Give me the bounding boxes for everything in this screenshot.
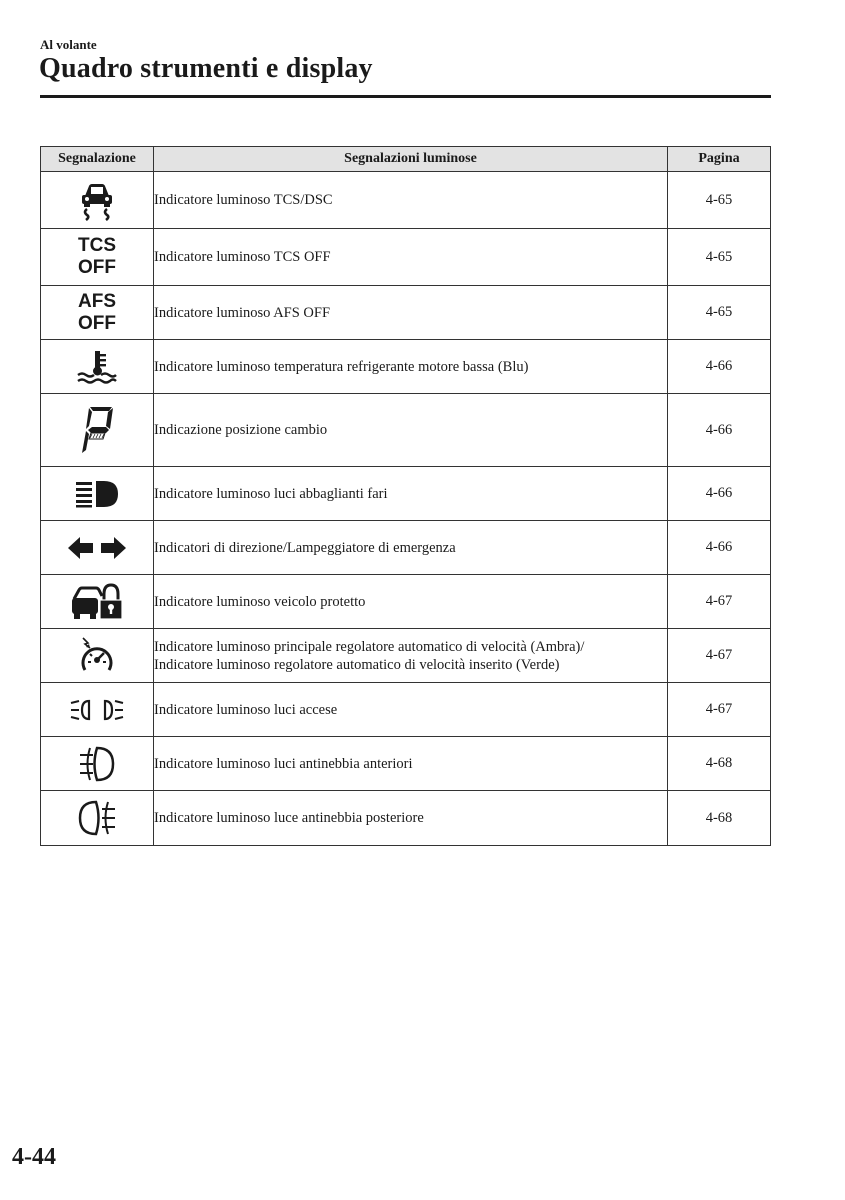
page-ref: 4-67: [668, 683, 771, 737]
gear-position-segment-icon: [79, 405, 115, 455]
column-header-description: Segnalazioni luminose: [154, 147, 668, 172]
page-ref: 4-66: [668, 467, 771, 521]
table-row: [41, 340, 771, 394]
signal-description: Indicatore luminoso regolatore automatico di velocità inserito (Verde): [154, 656, 560, 673]
table-row: [41, 467, 771, 521]
table-row: [41, 229, 771, 286]
warning-lights-table: [40, 146, 771, 846]
page-ref: 4-66: [668, 394, 771, 467]
table-row: [41, 286, 771, 340]
page-ref: 4-65: [668, 229, 771, 286]
page-ref: 4-68: [668, 737, 771, 791]
signal-description: Indicatore luminoso luci accese: [154, 701, 338, 718]
page-ref: 4-66: [668, 521, 771, 575]
coolant-temperature-icon: [76, 349, 118, 385]
table-row: [41, 394, 771, 467]
table-row: [41, 629, 771, 683]
signal-description: Indicatori di direzione/Lampeggiatore di emergenza: [154, 539, 456, 556]
signal-description: Indicatore luminoso luce antinebbia posteriore: [154, 810, 424, 826]
signal-description: Indicatore luminoso veicolo protetto: [154, 593, 366, 610]
front-fog-light-icon: [77, 744, 117, 784]
table-header-row: [41, 147, 771, 172]
table-row: [41, 575, 771, 629]
page-ref: 4-65: [668, 286, 771, 340]
page-number: 4-44: [12, 1144, 56, 1170]
signal-description: Indicatore luminoso luci abbaglianti fari: [154, 485, 388, 502]
lights-on-icon: [69, 698, 125, 722]
tcs-dsc-skid-car-icon: [77, 179, 117, 221]
table-row: [41, 521, 771, 575]
afs-off-icon: AFS OFF: [78, 290, 116, 334]
signal-description: Indicatore luminoso AFS OFF: [154, 304, 331, 321]
signal-description: Indicatore luminoso temperatura refrigerante motore bassa (Blu): [154, 358, 529, 375]
title-rule: [40, 95, 771, 98]
page-ref: 4-67: [668, 629, 771, 683]
high-beam-icon: [74, 480, 120, 508]
page-ref: 4-67: [668, 575, 771, 629]
signal-description: Indicatore luminoso TCS/DSC: [154, 192, 333, 208]
table-row: [41, 791, 771, 846]
signal-description: Indicatore luminoso luci antinebbia anteriori: [154, 755, 413, 772]
column-header-signal: Segnalazione: [41, 147, 154, 172]
table-row: [41, 683, 771, 737]
signal-description: Indicatore luminoso TCS OFF: [154, 249, 331, 265]
signal-description: Indicazione posizione cambio: [154, 422, 328, 438]
section-label: Al volante: [40, 37, 97, 52]
turn-signal-arrows-icon: [67, 536, 127, 560]
signal-description: Indicatore luminoso principale regolatore automatico di velocità (Ambra)/: [154, 638, 585, 655]
page-title: Quadro strumenti e display: [39, 53, 373, 84]
rear-fog-light-icon: [76, 798, 118, 838]
page-ref: 4-65: [668, 172, 771, 229]
cruise-control-icon: [77, 636, 117, 676]
table-row: [41, 172, 771, 229]
tcs-off-icon: TCS OFF: [78, 235, 116, 278]
security-car-lock-icon: [70, 582, 124, 622]
page-ref: 4-68: [668, 791, 771, 846]
column-header-page: Pagina: [668, 147, 771, 172]
table-row: [41, 737, 771, 791]
page-ref: 4-66: [668, 340, 771, 394]
